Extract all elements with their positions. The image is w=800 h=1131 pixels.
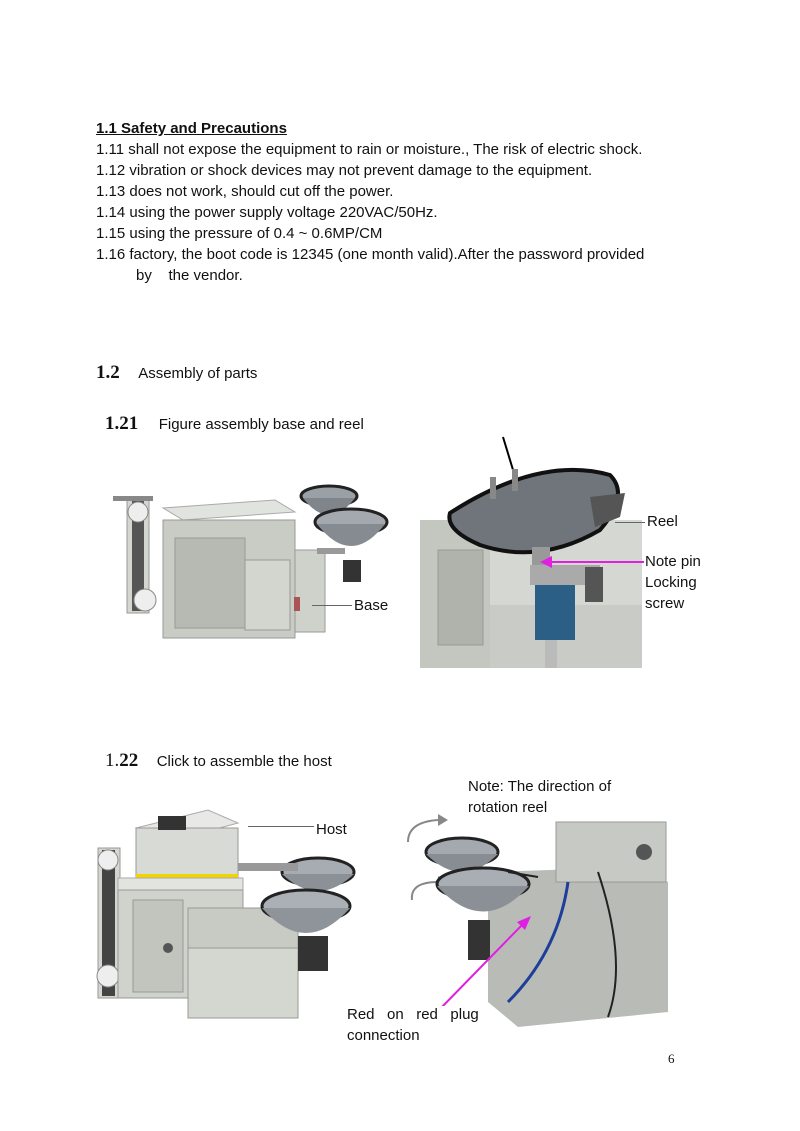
label-screw: screw — [645, 595, 685, 612]
label-rotation-note-line2: rotation reel — [468, 799, 548, 816]
section-1-22-header — [105, 750, 332, 772]
base-machine-figure — [105, 460, 400, 645]
safety-item-1: 1.11 shall not expose the equipment to rain or moisture., The risk of electric shock. — [96, 141, 643, 158]
section-heading-safety: 1.1 Safety and Precautions — [96, 120, 287, 137]
safety-item-3: 1.13 does not work, should cut off the power. — [96, 183, 394, 200]
section-1-2-header — [96, 362, 257, 384]
safety-item-2: 1.12 vibration or shock devices may not prevent damage to the equipment. — [96, 162, 593, 179]
section-title: Assembly of parts — [138, 365, 258, 382]
host-machine-figure — [88, 808, 368, 1048]
note-pin-arrow — [540, 555, 648, 569]
label-base: Base — [354, 597, 389, 614]
label-locking: Locking — [645, 574, 697, 591]
safety-item-6-continuation: by the vendor. — [136, 267, 243, 284]
safety-item-4: 1.14 using the power supply voltage 220VAC/50Hz. — [96, 204, 438, 221]
section-number: 1.21 — [105, 413, 139, 434]
label-rotation-note-line1: Note: The direction of — [468, 778, 612, 795]
label-reel: Reel — [647, 513, 678, 530]
label-note-pin: Note pin — [645, 553, 701, 570]
safety-item-5: 1.15 using the pressure of 0.4 ~ 0.6MP/CM — [96, 225, 383, 242]
section-1-21-header — [105, 413, 364, 435]
section-number-suffix: 22 — [119, 750, 139, 771]
red-plug-arrow — [435, 914, 535, 1014]
label-red-plug-line1: Red on red plug — [347, 1006, 479, 1023]
section-title: Click to assemble the host — [156, 753, 332, 770]
section-number: 1.2 — [96, 362, 120, 383]
label-red-plug-line2: connection — [347, 1027, 420, 1044]
reel-assembly-figure — [420, 435, 642, 668]
page-number: 6 — [668, 1051, 675, 1066]
section-title: Figure assembly base and reel — [158, 416, 364, 433]
label-host: Host — [316, 821, 347, 838]
safety-item-6: 1.16 factory, the boot code is 12345 (one month valid).After the password provided — [96, 246, 645, 263]
section-number-prefix: 1. — [105, 750, 120, 771]
